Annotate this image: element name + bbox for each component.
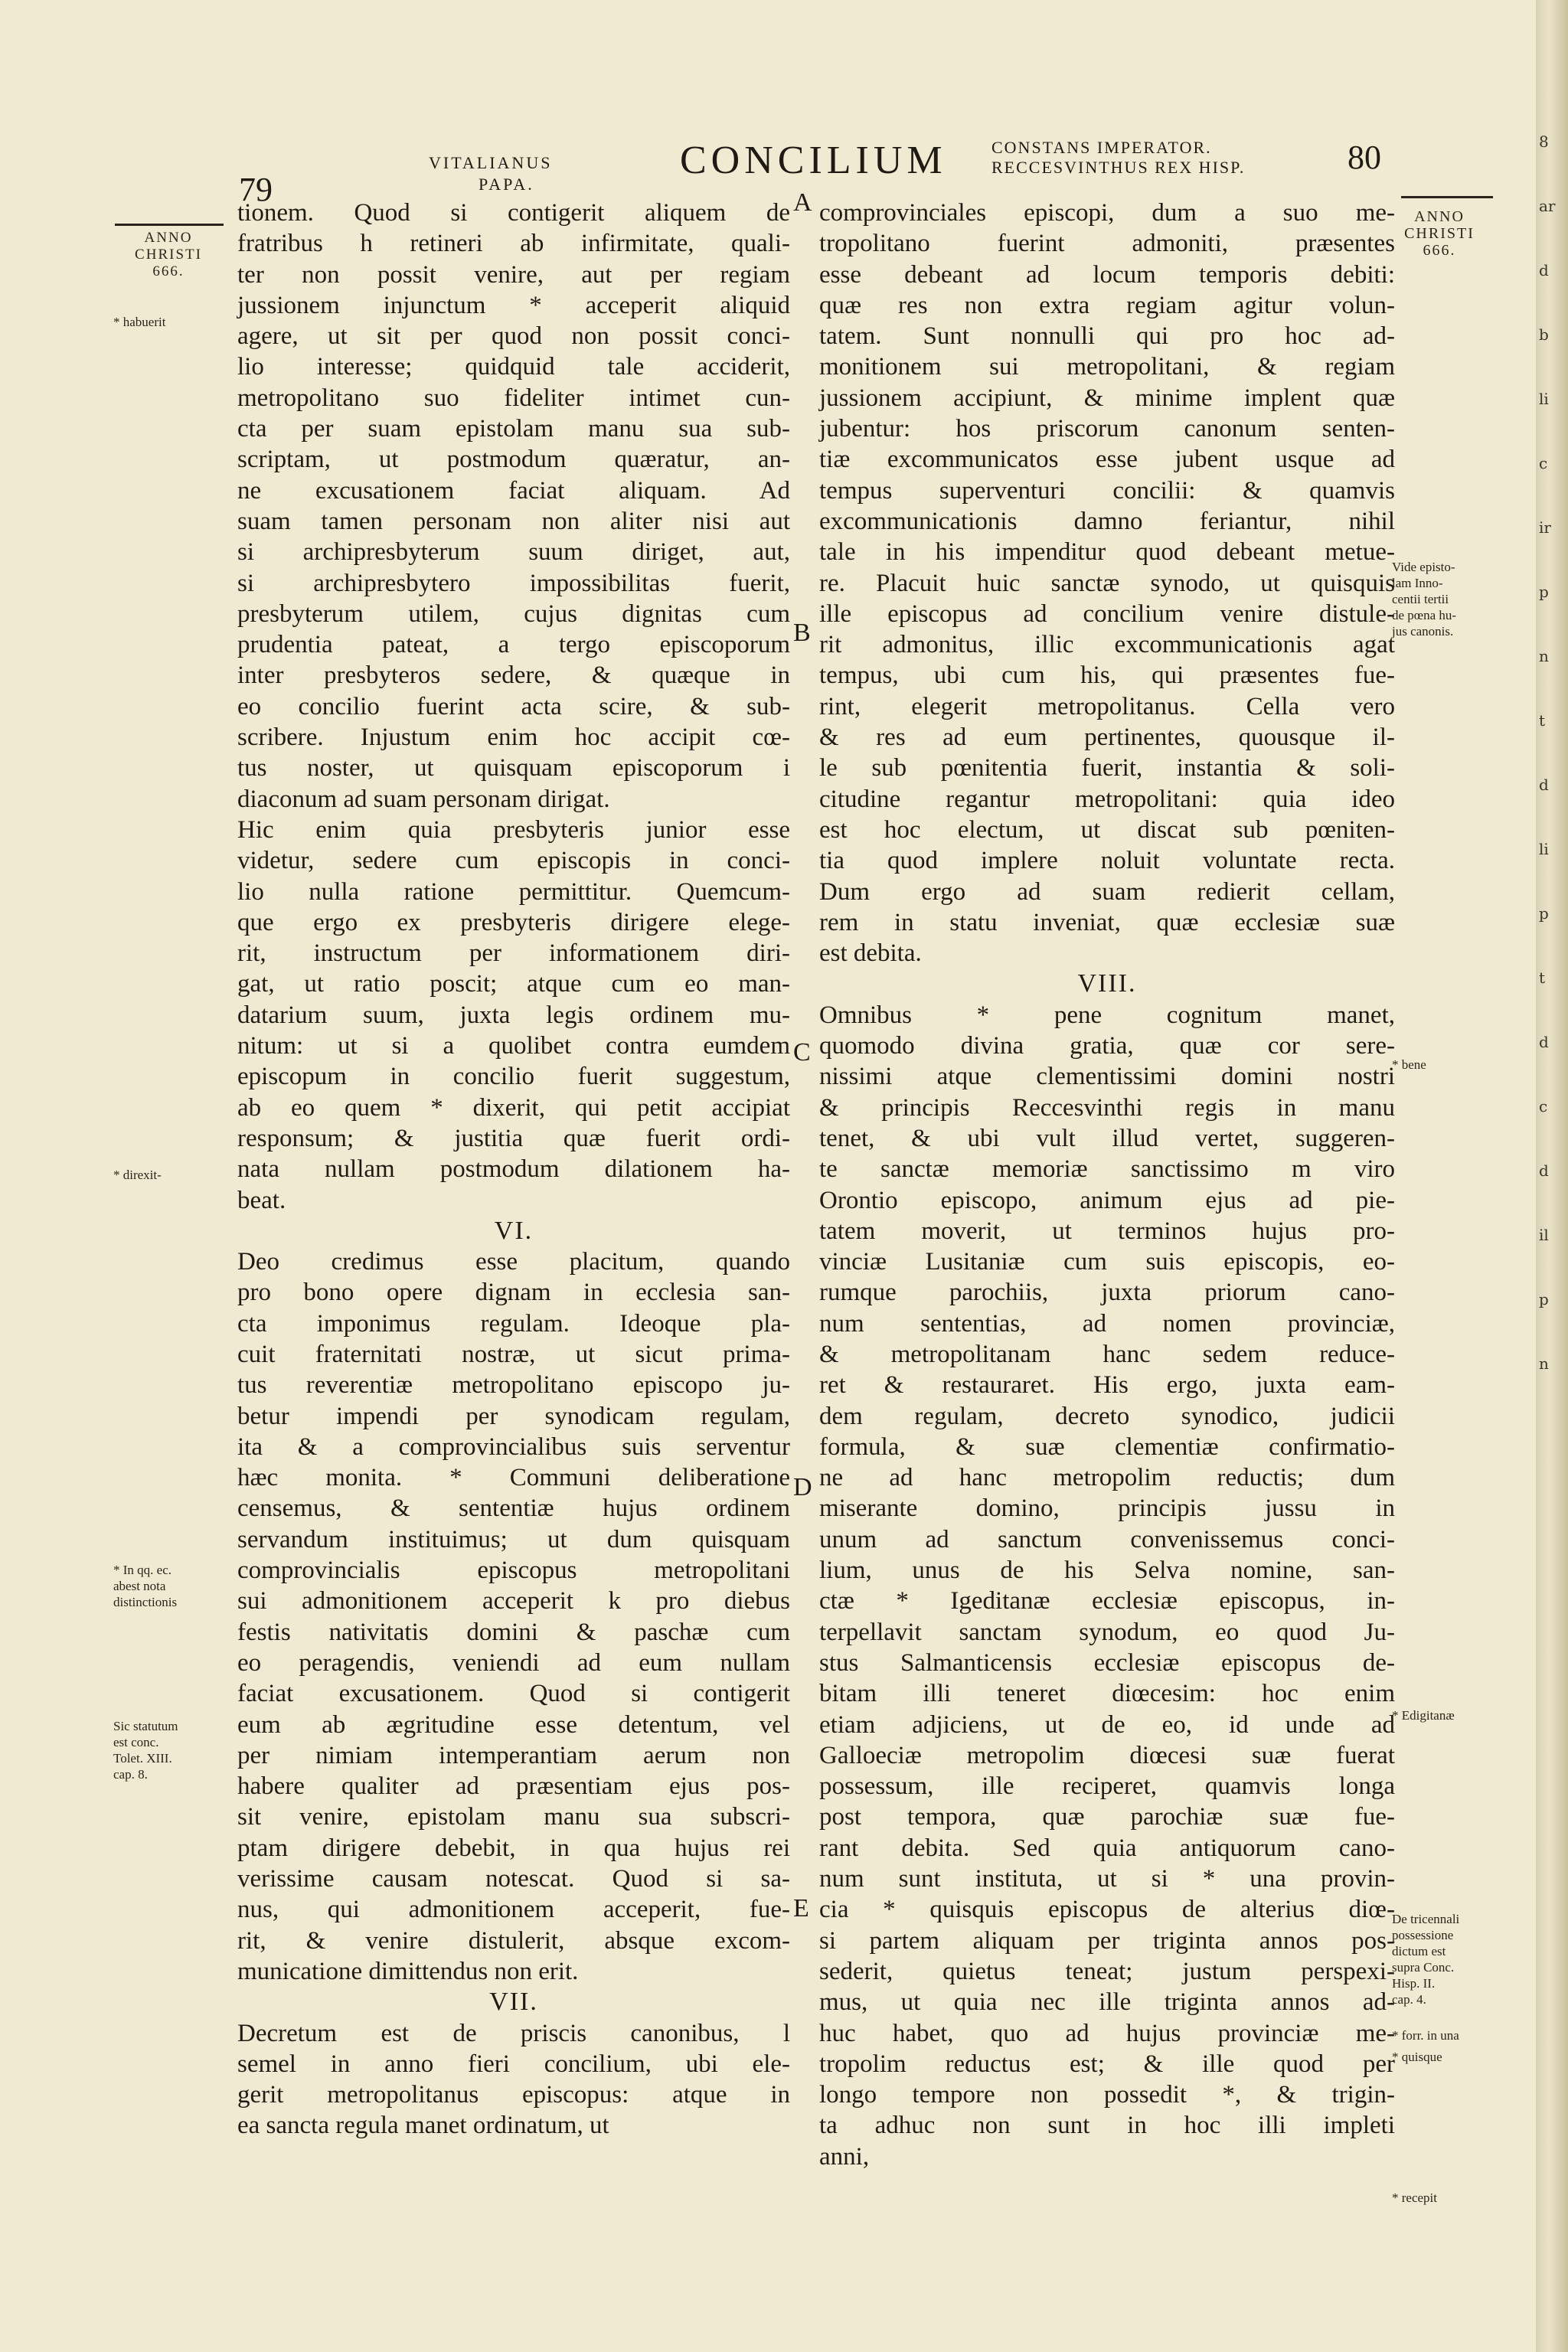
text-line: ret & restauraret. His ergo, juxta eam-	[819, 1371, 1395, 1400]
text-line: sit venire, epistolam manu sua subscri-	[237, 1803, 790, 1831]
text-line: lium, unus de his Selva nomine, san-	[819, 1557, 1395, 1585]
text-line: rit admonitus, illic excommunicationis agat	[819, 631, 1395, 659]
text-line: unum ad sanctum convenissemus conci-	[819, 1525, 1395, 1553]
right-margin-rule	[1401, 196, 1493, 198]
edge-strip-fragment: n	[1539, 1354, 1549, 1373]
text-line: betur impendi per synodicam regulam,	[237, 1402, 790, 1430]
anno-right-line: ANNO	[1414, 208, 1465, 225]
margin-note-line: * habuerit	[113, 315, 166, 329]
edge-strip-fragment: t	[1539, 711, 1546, 730]
margin-note-line: * recepit	[1392, 2190, 1437, 2205]
text-line: comprovinciales episcopi, dum a suo me-	[819, 199, 1395, 227]
text-line: ne excusationem faciat aliquam. Ad	[237, 476, 790, 505]
section-letter-c: C	[793, 1038, 811, 1067]
text-line: nitum: ut si a quolibet contra eumdem	[237, 1032, 790, 1060]
text-line: vinciæ Lusitaniæ cum suis episcopis, eo-	[819, 1248, 1395, 1276]
text-line: que ergo ex presbyteris dirigere elege-	[237, 908, 790, 936]
text-line: jussionem accipiunt, & minime implent quæ	[819, 384, 1395, 412]
text-line: faciat excusationem. Quod si contigerit	[237, 1680, 790, 1708]
text-line: lio interesse; quidquid tale acciderit,	[237, 353, 790, 381]
edge-strip-fragment: d	[1539, 1033, 1549, 1051]
text-line: tia quod implere noluit voluntate recta.	[819, 847, 1395, 875]
text-line: num sententias, ad nomen provinciæ,	[819, 1309, 1395, 1338]
text-line: inter presbyteros sedere, & quæque in	[237, 662, 790, 690]
text-line: Galloeciæ metropolim diœcesi suæ fuerat	[819, 1741, 1395, 1769]
text-line: formula, & suæ clementiæ confirmatio-	[819, 1432, 1395, 1461]
text-line: nus, qui admonitionem acceperit, fue-	[237, 1896, 790, 1924]
text-line: tenet, & ubi vult illud vertet, suggeren-	[819, 1124, 1395, 1152]
text-line: dem regulam, decreto synodico, judicii	[819, 1402, 1395, 1430]
text-line: huc habet, quo ad hujus provinciæ me-	[819, 2019, 1395, 2047]
text-line: habere qualiter ad præsentiam ejus pos-	[237, 1772, 790, 1801]
text-line: Deo credimus esse placitum, quando	[237, 1248, 790, 1276]
edge-strip-fragment: d	[1539, 261, 1549, 279]
text-line: Hic enim quia presbyteris junior esse	[237, 815, 790, 844]
text-line: post tempora, quæ parochiæ suæ fue-	[819, 1803, 1395, 1831]
text-line: comprovincialis episcopus metropolitani	[237, 1557, 790, 1585]
margin-note-line: Tolet. XIII.	[113, 1751, 172, 1766]
text-line: pro bono opere dignam in ecclesia san-	[237, 1279, 790, 1307]
text-line: ita & a comprovincialibus suis serventur	[237, 1432, 790, 1461]
text-line: & res ad eum pertinentes, quousque il-	[819, 724, 1395, 752]
text-line: prudentia pateat, a tergo episcoporum	[237, 631, 790, 659]
text-line: citudine regantur metropolitani: quia ideo	[819, 785, 1395, 813]
edge-strip-fragment: c	[1539, 454, 1548, 472]
text-line: cta imponimus regulam. Ideoque pla-	[237, 1309, 790, 1338]
text-line: rint, elegerit metropolitanus. Cella vero	[819, 692, 1395, 720]
text-line: semel in anno fieri concilium, ubi ele-	[237, 2050, 790, 2078]
section-letter-a: A	[793, 188, 812, 217]
text-line: & metropolitanam hanc sedem reduce-	[819, 1340, 1395, 1368]
text-line: rem in statu inveniat, quæ ecclesiæ suæ	[819, 908, 1395, 936]
text-line: ea sancta regula manet ordinatum, ut	[237, 2112, 609, 2140]
text-line: scriptam, ut postmodum quæratur, an-	[237, 446, 790, 474]
margin-note-line: De tricennali	[1392, 1912, 1460, 1926]
anno-right-line: CHRISTI	[1404, 225, 1475, 242]
margin-note-line: Sic statutum	[113, 1719, 178, 1733]
right-text-column	[819, 198, 1395, 2172]
text-line: agere, ut sit per quod non possit conci-	[237, 322, 790, 351]
anno-left-line: ANNO	[144, 230, 193, 246]
margin-note	[1392, 2049, 1442, 2065]
text-line: tionem. Quod si contigerit aliquem de	[237, 199, 790, 227]
text-line: rit, & venire distulerit, absque excom-	[237, 1926, 790, 1955]
margin-note	[113, 1167, 162, 1183]
text-line: datarium suum, juxta legis ordinem mu-	[237, 1001, 790, 1029]
text-line: metropolitano suo fideliter intimet cun-	[237, 384, 790, 412]
text-line: ta adhuc non sunt in hoc illi impleti	[819, 2112, 1395, 2140]
edge-strip-fragment: p	[1539, 1290, 1549, 1308]
text-line: Omnibus * pene cognitum manet,	[819, 1001, 1395, 1029]
left-margin-rule	[115, 224, 224, 226]
text-line: est debita.	[819, 939, 922, 968]
text-line: festis nativitatis domini & paschæ cum	[237, 1618, 790, 1646]
edge-strip-fragment: d	[1539, 1161, 1549, 1180]
margin-note	[1392, 559, 1456, 639]
text-line: cta per suam epistolam manu sua sub-	[237, 415, 790, 443]
text-line: est hoc electum, ut discat sub pœniten-	[819, 815, 1395, 844]
text-line: le sub pœnitentia fuerit, instantia & soli-	[819, 754, 1395, 782]
text-line: gerit metropolitanus episcopus: atque in	[237, 2081, 790, 2109]
text-line: suam tamen personam non aliter nisi aut	[237, 507, 790, 535]
anno-christi-left	[119, 230, 218, 280]
margin-note-line: * forr. in una	[1392, 2028, 1459, 2043]
text-line: eo peragendis, veniendi ad eum nullam	[237, 1648, 790, 1677]
text-line: Dum ergo ad suam redierit cellam,	[819, 877, 1395, 906]
edge-strip-fragment: n	[1539, 647, 1549, 665]
margin-note-line: cap. 4.	[1392, 1992, 1426, 2007]
text-line: anni,	[819, 2142, 870, 2171]
text-line: lio nulla ratione permittitur. Quemcum-	[237, 877, 790, 906]
edge-strip-fragment: 8	[1539, 132, 1549, 151]
text-line: videtur, sedere cum episcopis in conci-	[237, 847, 790, 875]
text-line: monitionem sui metropolitani, & regiam	[819, 353, 1395, 381]
left-running-head-pope: VITALIANUS	[429, 153, 553, 172]
text-line: rumque parochiis, juxta priorum cano-	[819, 1279, 1395, 1307]
edge-strip-fragment: li	[1539, 840, 1549, 858]
margin-note	[113, 314, 165, 330]
section-letter-e: E	[793, 1894, 809, 1922]
text-line: ctæ * Igeditanæ ecclesiæ episcopus, in-	[819, 1587, 1395, 1615]
text-line: tropolitano fuerint admoniti, præsentes	[819, 230, 1395, 258]
edge-strip-fragment: ar	[1539, 197, 1556, 215]
text-line: responsum; & justitia quæ fuerit ordi-	[237, 1124, 790, 1152]
text-line: esse debeant ad locum temporis debiti:	[819, 260, 1395, 289]
text-line: & principis Reccesvinthi regis in manu	[819, 1093, 1395, 1122]
left-running-head-papa: PAPA.	[479, 175, 534, 194]
text-line: tale in his impenditur quod debeant metue-	[819, 538, 1395, 567]
text-line: nata nullam postmodum dilationem ha-	[237, 1155, 790, 1184]
text-line: Decretum est de priscis canonibus, l	[237, 2019, 790, 2047]
text-line: tiæ excommunicatos esse jubent usque ad	[819, 446, 1395, 474]
text-line: tempus superventuri concilii: & quamvis	[819, 476, 1395, 505]
text-line: quomodo divina gratia, quæ cor sere-	[819, 1032, 1395, 1060]
section-letter-d: D	[793, 1473, 812, 1501]
adjacent-page-strip	[1539, 0, 1568, 2352]
text-line: tatem. Sunt nonnulli qui pro hoc ad-	[819, 322, 1395, 351]
anno-left-line: CHRISTI	[135, 247, 202, 263]
edge-strip-fragment: ir	[1539, 518, 1551, 537]
edge-strip-fragment: t	[1539, 969, 1546, 987]
text-line: jubentur: hos priscorum canonum senten-	[819, 415, 1395, 443]
text-line: tus noster, ut quisquam episcoporum i	[237, 754, 790, 782]
text-line: si archipresbytero impossibilitas fuerit,	[237, 569, 790, 597]
text-line: ter non possit venire, aut per regiam	[237, 260, 790, 289]
anno-left-line: 666.	[152, 263, 185, 279]
text-line: verissime causam notescat. Quod si sa-	[237, 1865, 790, 1893]
edge-strip-fragment: d	[1539, 776, 1549, 794]
margin-note-line: abest nota	[113, 1579, 166, 1593]
text-line: eum ab ægritudine esse detentum, vel	[237, 1710, 790, 1739]
canon-heading: VII.	[489, 1988, 538, 2017]
margin-note-line: cap. 8.	[113, 1767, 148, 1782]
text-line: jussionem injunctum * acceperit aliquid	[237, 291, 790, 319]
margin-note-line: est conc.	[113, 1735, 159, 1749]
left-text-column	[237, 198, 790, 2141]
edge-strip-fragment: p	[1539, 583, 1549, 601]
margin-note	[1392, 1707, 1455, 1723]
section-letter-b: B	[793, 619, 811, 647]
margin-note-line: * bene	[1392, 1057, 1426, 1072]
text-line: tatem moverit, ut terminos hujus pro-	[819, 1217, 1395, 1245]
text-line: cia * quisquis episcopus de alterius diœ-	[819, 1896, 1395, 1924]
text-line: bitam illi teneret diœcesim: hoc enim	[819, 1680, 1395, 1708]
text-line: nissimi atque clementissimi domini nostri	[819, 1063, 1395, 1091]
canon-heading: VI.	[494, 1216, 534, 1245]
margin-note-line: de pœna hu-	[1392, 608, 1457, 622]
text-line: re. Placuit huic sanctæ synodo, ut quisquis	[819, 569, 1395, 597]
margin-note	[1392, 2027, 1459, 2043]
text-line: tropolim reductus est; & ille quod per	[819, 2050, 1395, 2078]
margin-note	[1392, 2190, 1437, 2206]
text-line: tempus, ubi cum his, qui præsentes fue-	[819, 662, 1395, 690]
text-line: hæc monita. * Communi deliberatione	[237, 1464, 790, 1492]
text-line: Orontio episcopo, animum ejus ad pie-	[819, 1186, 1395, 1214]
margin-note-line: * quisque	[1392, 2050, 1442, 2064]
text-line: te sanctæ memoriæ sanctissimo m viro	[819, 1155, 1395, 1184]
margin-note-line: centii tertii	[1392, 592, 1449, 606]
right-page-number: 80	[1348, 139, 1381, 176]
margin-note	[1392, 1057, 1426, 1073]
text-line: sederit, quietus teneat; justum perspexi-	[819, 1957, 1395, 1985]
text-line: rit, instructum per informationem diri-	[237, 939, 790, 968]
edge-strip-fragment: c	[1539, 1097, 1548, 1116]
text-line: quæ res non extra regiam agitur volun-	[819, 291, 1395, 319]
text-line: cuit fraternitati nostræ, ut sicut prima-	[237, 1340, 790, 1368]
text-line: sui admonitionem acceperit k pro diebus	[237, 1587, 790, 1615]
edge-strip-fragment: li	[1539, 390, 1549, 408]
edge-strip-fragment: p	[1539, 904, 1549, 923]
text-line: gat, ut ratio poscit; atque cum eo man-	[237, 970, 790, 998]
text-line: presbyterum utilem, cujus dignitas cum	[237, 599, 790, 628]
margin-note-line: lam Inno-	[1392, 576, 1443, 590]
margin-note-line: * direxit-	[113, 1168, 162, 1182]
right-running-head-king: RECCESVINTHUS REX HISP.	[991, 158, 1246, 177]
edge-strip-fragment: il	[1539, 1226, 1549, 1244]
text-line: ab eo quem * dixerit, qui petit accipiat	[237, 1093, 790, 1122]
left-page-number: 79	[239, 171, 273, 208]
text-line: beat.	[237, 1186, 286, 1214]
text-line: ptam dirigere debebit, in qua hujus rei	[237, 1834, 790, 1862]
text-line: per nimiam intemperantiam aerum non	[237, 1741, 790, 1769]
margin-note-line: Vide episto-	[1392, 560, 1455, 574]
text-line: ille episcopus ad concilium venire distule-	[819, 599, 1395, 628]
margin-note-line: Hisp. II.	[1392, 1976, 1436, 1991]
text-line: tus reverentiæ metropolitano episcopo ju-	[237, 1371, 790, 1400]
text-line: miserante domino, principis jussu in	[819, 1494, 1395, 1523]
canon-heading: VIII.	[1077, 969, 1137, 998]
text-line: si archipresbyterum suum diriget, aut,	[237, 538, 790, 567]
text-line: stus Salmanticensis ecclesiæ episcopus de-	[819, 1648, 1395, 1677]
text-line: si partem aliquam per triginta annos pos-	[819, 1926, 1395, 1955]
anno-right-line: 666.	[1423, 242, 1456, 259]
margin-note	[113, 1718, 178, 1782]
margin-note-line: * Edigitanæ	[1392, 1708, 1455, 1723]
text-line: diaconum ad suam personam dirigat.	[237, 785, 610, 813]
text-line: servandum instituimus; ut dum quisquam	[237, 1525, 790, 1553]
text-line: fratribus h retineri ab infirmitate, quali-	[237, 230, 790, 258]
margin-note	[113, 1562, 177, 1610]
text-line: municatione dimittendus non erit.	[237, 1957, 579, 1985]
right-running-head-emperor: CONSTANS IMPERATOR.	[991, 138, 1212, 157]
edge-strip-fragment: b	[1539, 325, 1549, 344]
margin-note-line: dictum est	[1392, 1944, 1446, 1958]
text-line: longo tempore non possedit *, & trigin-	[819, 2081, 1395, 2109]
page-title: CONCILIUM	[680, 139, 947, 182]
anno-christi-right	[1390, 208, 1489, 259]
margin-note	[1392, 1911, 1459, 2007]
text-line: censemus, & sententiæ hujus ordinem	[237, 1494, 790, 1523]
margin-note-line: * In qq. ec.	[113, 1563, 172, 1577]
margin-note-line: distinctionis	[113, 1595, 178, 1609]
text-line: rant debita. Sed quia antiquorum cano-	[819, 1834, 1395, 1862]
text-line: mus, ut quia nec ille triginta annos ad-	[819, 1988, 1395, 2017]
text-line: terpellavit sanctam synodum, eo quod Ju-	[819, 1618, 1395, 1646]
text-line: scribere. Injustum enim hoc accipit cœ-	[237, 724, 790, 752]
text-line: ne ad hanc metropolim reductis; dum	[819, 1464, 1395, 1492]
text-line: excommunicationis damno feriantur, nihil	[819, 507, 1395, 535]
text-line: eo concilio fuerint acta scire, & sub-	[237, 692, 790, 720]
margin-note-line: jus canonis.	[1392, 624, 1454, 639]
margin-note-line: supra Conc.	[1392, 1960, 1455, 1975]
margin-note-line: possessione	[1392, 1928, 1454, 1942]
text-line: num sunt instituta, ut si * una provin-	[819, 1865, 1395, 1893]
text-line: episcopum in concilio fuerit suggestum,	[237, 1063, 790, 1091]
text-line: possessum, ille reciperet, quamvis longa	[819, 1772, 1395, 1801]
text-line: etiam adjiciens, ut de eo, id unde ad	[819, 1710, 1395, 1739]
